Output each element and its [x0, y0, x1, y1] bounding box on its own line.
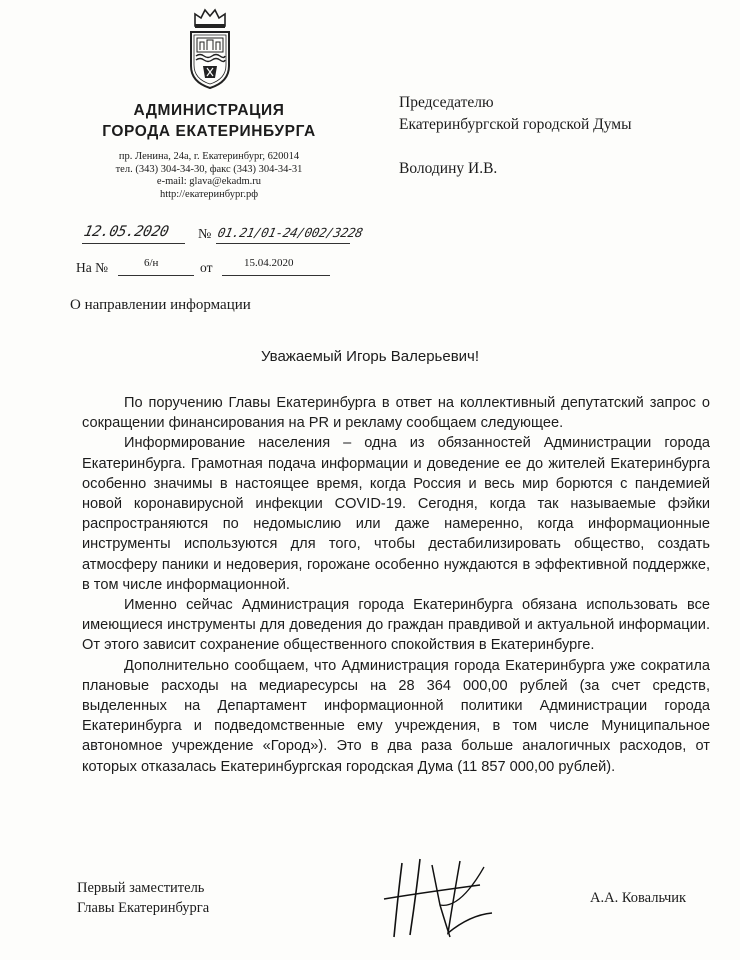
reference-date: 15.04.2020 — [244, 257, 294, 269]
signatory-position-line2: Главы Екатеринбурга — [77, 900, 210, 916]
reference-date-field — [222, 256, 330, 276]
letter-greeting: Уважаемый Игорь Валерьевич! — [260, 348, 480, 365]
org-name-line1: АДМИНИСТРАЦИЯ — [133, 102, 285, 119]
signatory-position-line1: Первый заместитель — [77, 880, 205, 896]
addressee-block — [399, 92, 631, 180]
reference-number: 6/н — [144, 257, 159, 269]
letter-body — [82, 393, 710, 777]
addressee-line1: Председателю — [399, 94, 494, 111]
org-phone: тел. (343) 304-34-30, факс (343) 304-34-31 — [115, 163, 303, 175]
addressee-name: Володину И.В. — [399, 160, 498, 177]
org-address: пр. Ленина, 24а, г. Екатеринбург, 620014 — [118, 151, 300, 162]
letter-subject: О направлении информации — [70, 297, 251, 313]
city-coat-of-arms-icon — [185, 8, 235, 92]
signatory-position — [77, 878, 209, 918]
body-paragraph: Именно сейчас Администрация города Екатеринбурга обязана использовать все имеющиеся инструменты для доведения до граждан правдивой и актуальной информации. От этого зависит сохранение общественного спокойствия в Екатеринбурге. — [82, 597, 710, 654]
reference-number-field — [118, 256, 194, 276]
org-name-line2: ГОРОДА ЕКАТЕРИНБУРГА — [102, 123, 316, 140]
registration-number: 01.21/01-24/002/3228 — [216, 225, 365, 240]
handwritten-signature-icon — [380, 855, 500, 940]
body-paragraph: Дополнительно сообщаем, что Администрация города Екатеринбурга уже сократила плановые расходы на медиаресурсы на 28 364 000,00 рублей (за счет средств, выделенных на Департамент информационной политики Администрации города Екатеринбурга и подведомственные ему учреждения, в том числе Муниципальное автономное учреждение «Город»). Это в два раза больше аналогичных расходов, от которых отказалась Екатеринбургская городская Дума (11 857 000,00 рублей). — [82, 657, 710, 775]
reference-label: На № — [76, 260, 108, 275]
registration-date-field — [82, 222, 185, 244]
org-email: e-mail: glava@ekadm.ru — [156, 176, 262, 188]
addressee-line2: Екатеринбургской городской Думы — [399, 116, 632, 133]
organization-name — [80, 100, 338, 142]
body-paragraph: Информирование населения – одна из обязанностей Администрации города Екатеринбурга. Грамотная подача информации и доведение ее до жителей Екатеринбурга особенно значимы в настоящее время, когда Россия и весь мир борются с пандемией новой коронавирусной инфекции COVID-19. Сегодня, когда так называемые фэйки распространяются по недомыслию или даже намеренно, когда информационные инструменты используются для того, чтобы дестабилизировать общество, создать атмосферу паники и недоверия, горожане особенно нуждаются в эффективной поддержке, в том числе информационной. — [82, 435, 710, 593]
organization-contacts — [80, 151, 338, 201]
registration-date: 12.05.2020 — [82, 224, 171, 240]
signatory-name: А.А. Ковальчик — [590, 890, 687, 906]
body-paragraph: По поручению Главы Екатеринбурга в ответ на коллективный депутатский запрос о сокращении финансирования на PR и рекламу сообщаем следующее. — [82, 395, 710, 432]
registration-number-label: № — [198, 227, 212, 242]
org-website: http://екатеринбург.рф — [159, 188, 259, 200]
registration-number-field — [216, 222, 365, 244]
reference-from-label: от — [200, 260, 213, 275]
